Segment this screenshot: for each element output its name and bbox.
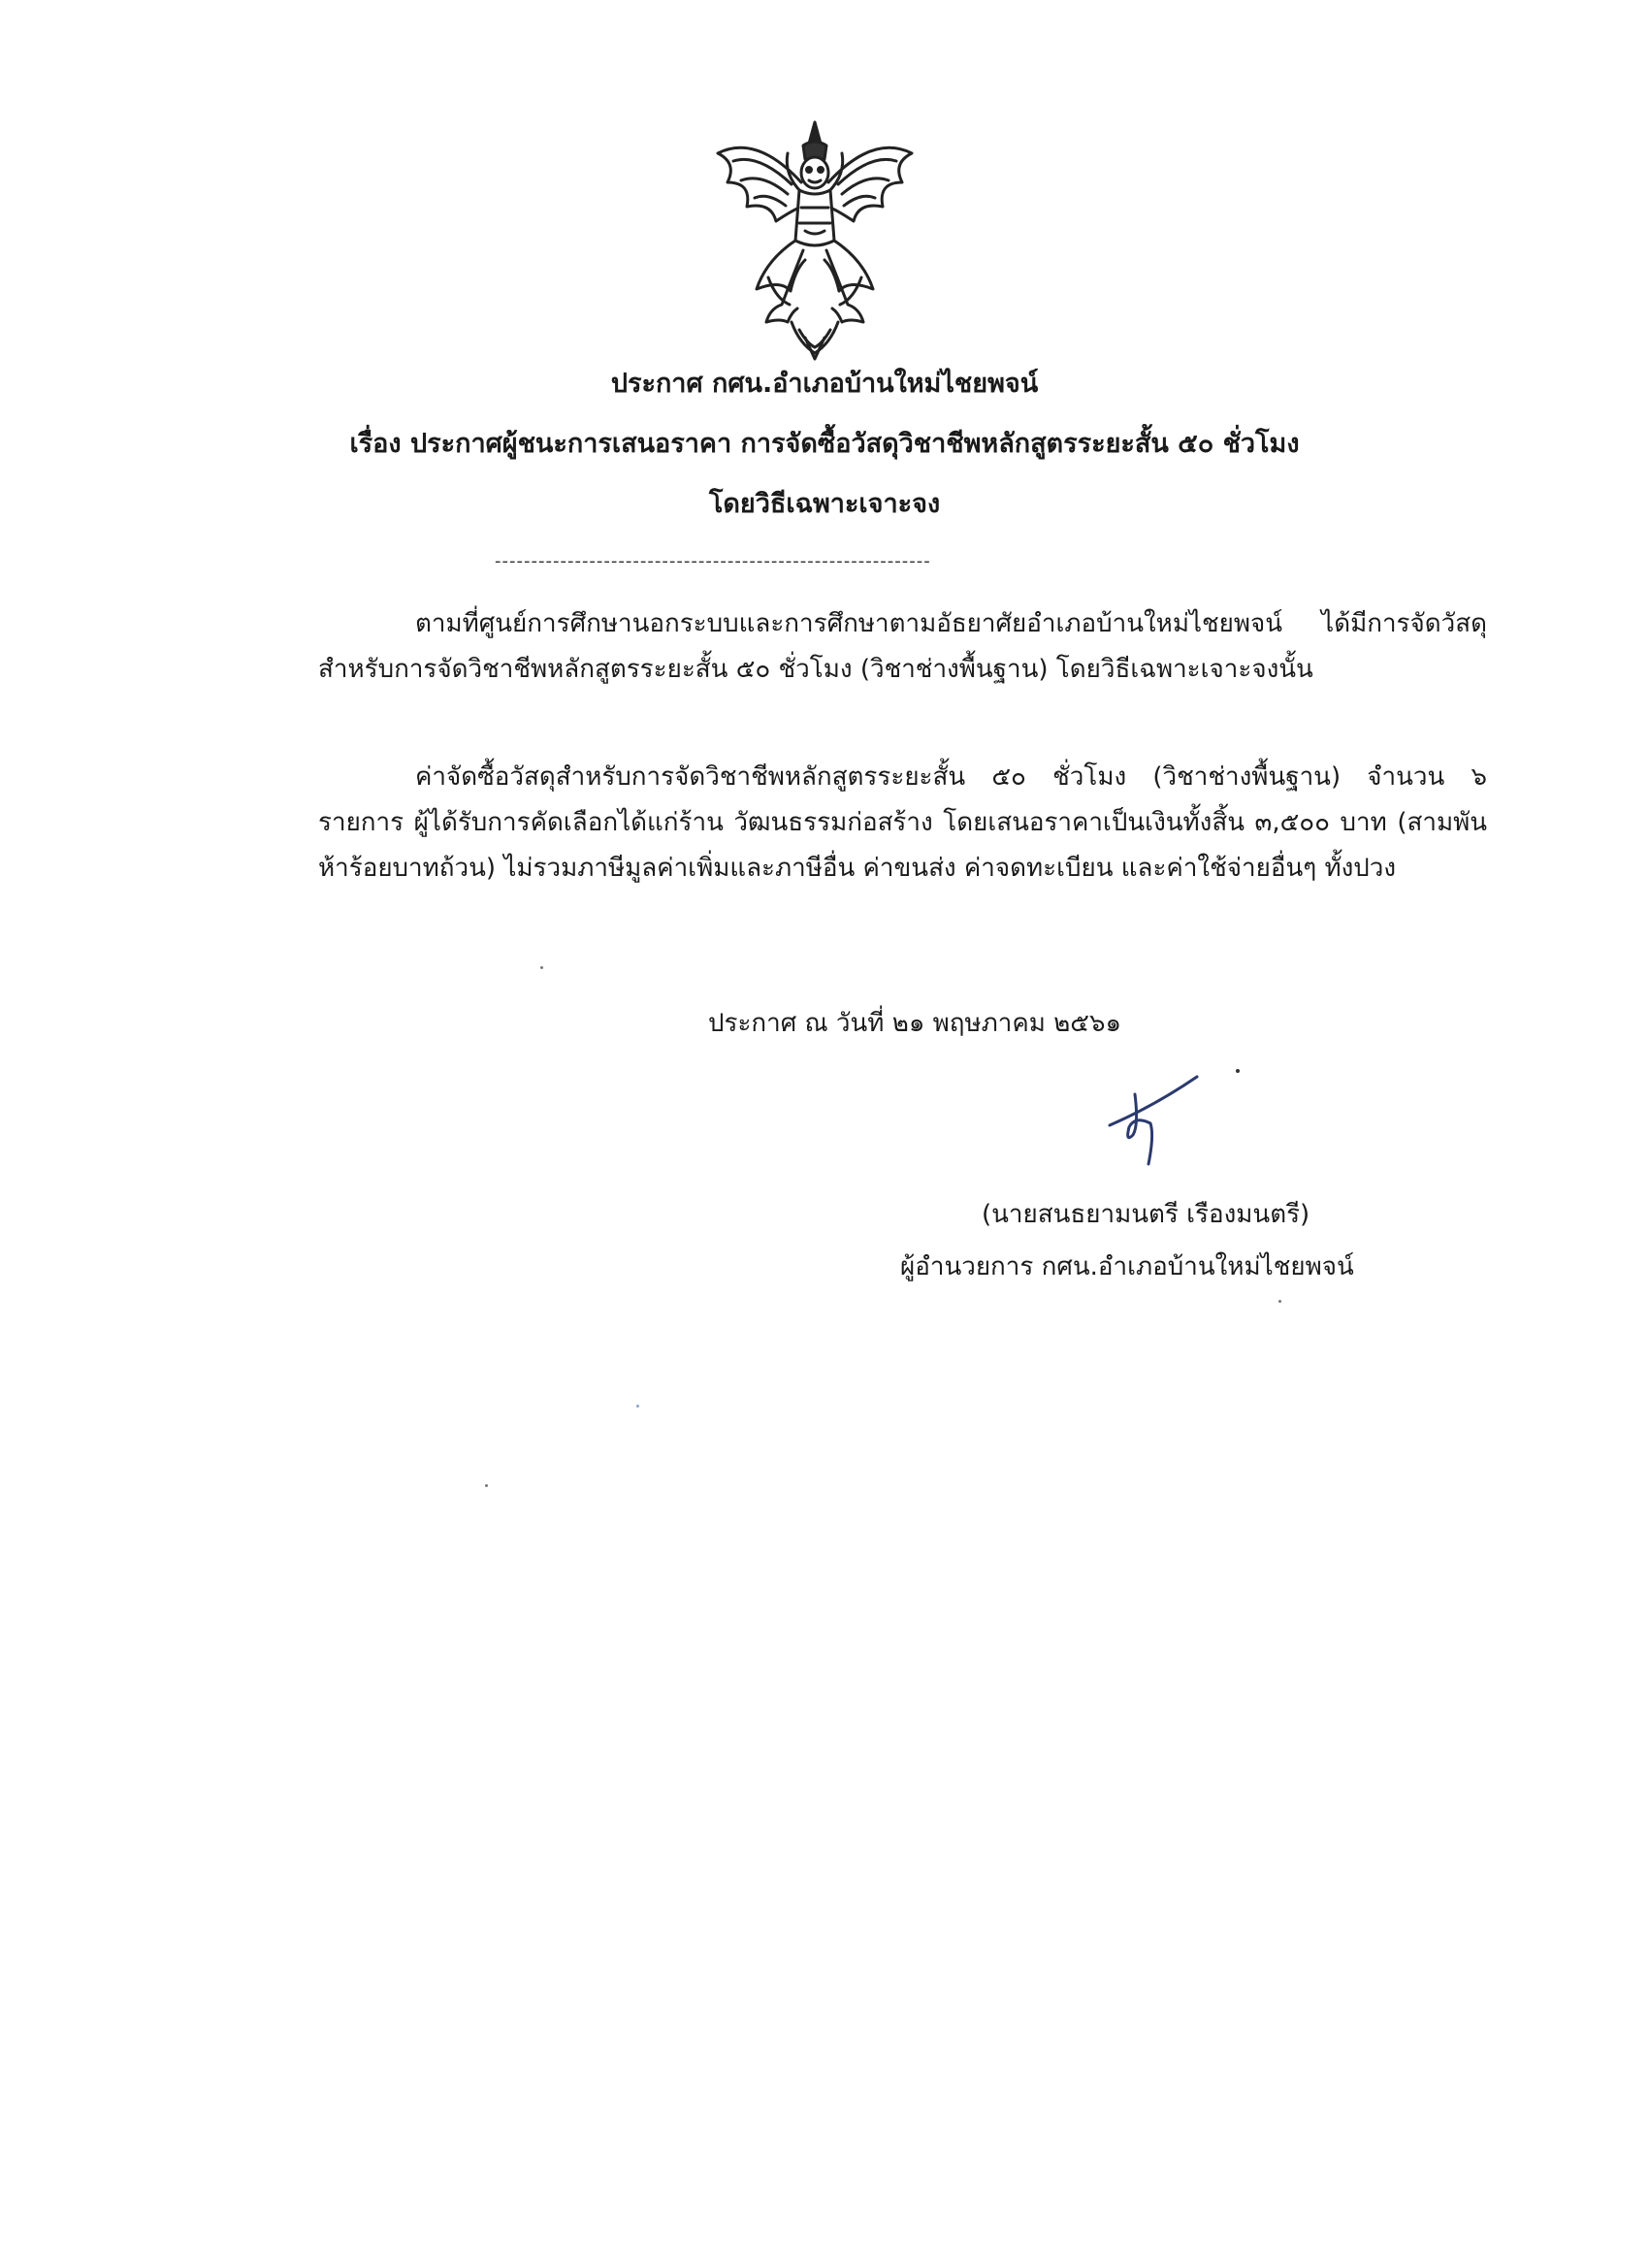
subject-line: เรื่อง ประกาศผู้ชนะการเสนอราคา การจัดซื้อวัสดุวิชาชีพหลักสูตรระยะสั้น ๕๐ ชั่วโมง [349,429,1300,459]
body-paragraph-2-text: ค่าจัดซื้อวัสดุสำหรับการจัดวิชาชีพหลักสูตรระยะสั้น ๕๐ ชั่วโมง (วิชาช่างพื้นฐาน) จำนวน ๖ รายการ ผู้ได้รับการคัดเลือกได้แก่ร้าน วัฒนธรรมก่อสร้าง โดยเสนอราคาเป็นเงินทั้งสิ้น ๓,๕๐๐ บาท (สามพันห้าร้อยบาทถ้วน) ไม่รวมภาษีมูลค่าเพิ่มและภาษีอื่น ค่าขนส่ง ค่าจดทะเบียน และค่าใช้จ่ายอื่นๆ ทั้งปวง [318,762,1487,883]
body-paragraph-2 [318,755,1487,891]
scan-speck [485,1484,488,1487]
scan-speck [540,966,543,969]
scan-speck [1278,1300,1281,1303]
separator-line: ------------------------------------------------------------ [495,551,931,571]
signature [1096,1067,1242,1174]
announcement-heading: ประกาศ กศน.อำเภอบ้านใหม่ไชยพจน์ [610,369,1039,399]
method-line: โดยวิธีเฉพาะเจาะจง [708,489,941,519]
announcement-date: ประกาศ ณ วันที่ ๒๑ พฤษภาคม ๒๕๖๑ [708,1009,1121,1038]
signer-position: ผู้อำนวยการ กศน.อำเภอบ้านใหม่ไชยพจน์ [900,1252,1354,1281]
body-paragraph-1-text: ตามที่ศูนย์การศึกษานอกระบบและการศึกษาตามอัธยาศัยอำเภอบ้านใหม่ไชยพจน์ ได้มีการจัดวัสดุ สำหรับการจัดวิชาชีพหลักสูตรระยะสั้น ๕๐ ชั่วโมง (วิชาช่างพื้นฐาน) โดยวิธีเฉพาะเจาะจงนั้น [318,609,1487,684]
garuda-emblem-icon [698,114,931,367]
body-paragraph-1 [318,601,1487,693]
scan-speck [636,1405,639,1408]
signer-name: (นายสนธยามนตรี เรืองมนตรี) [982,1200,1310,1229]
